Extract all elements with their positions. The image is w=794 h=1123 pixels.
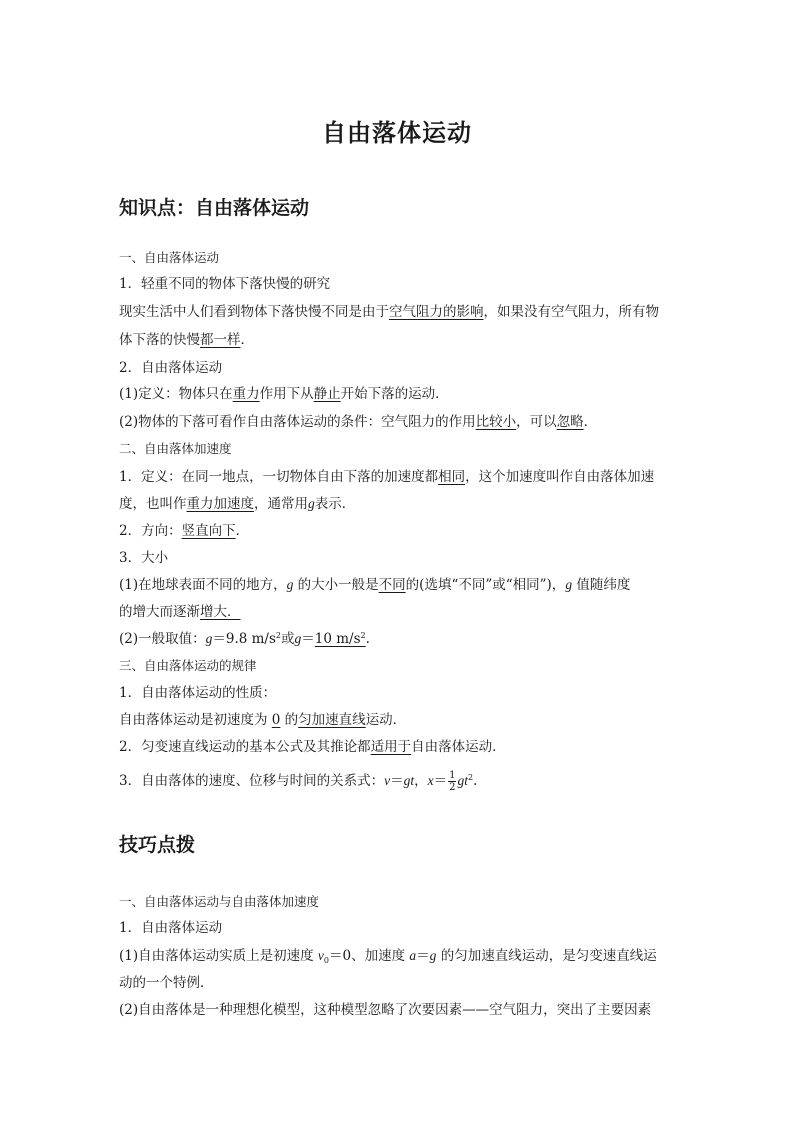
paragraph-line: (2)物体的下落可看作自由落体运动的条件：空气阻力的作用比较小，可以忽略． xyxy=(119,414,598,430)
answer-blank: 重力 xyxy=(232,386,260,402)
paragraph-line: (1)在地球表面不同的地方，g 的大小一般是不同的(选填“不同”或“相同”)，g 值随纬度 xyxy=(119,577,631,593)
subsection-title: 三、自由落体运动的规律 xyxy=(119,658,257,673)
answer-blank: 空气阻力的影响 xyxy=(389,304,484,320)
paragraph-title: 1．轻重不同的物体下落快慢的研究 xyxy=(119,276,331,292)
answer-blank: 比较小 xyxy=(475,414,517,430)
paragraph-line: 2．匀变速直线运动的基本公式及其推论都适用于自由落体运动． xyxy=(119,739,506,755)
paragraph-line: 现实生活中人们看到物体下落快慢不同是由于空气阻力的影响，如果没有空气阻力，所有物 xyxy=(119,304,659,320)
paragraph-title: 3．大小 xyxy=(119,550,169,566)
answer-blank: 竖直向下 xyxy=(181,523,236,539)
paragraph-line: (1)自由落体运动实质上是初速度 $v_0=0$、加速度 a＝g 的匀加速直线运动，是匀变速直线运 xyxy=(119,948,657,965)
paragraph-line: 2．方向：竖直向下． xyxy=(119,523,250,539)
paragraph-title: 2．自由落体运动 xyxy=(119,360,223,376)
paragraph-title: 1．自由落体运动的性质： xyxy=(119,685,277,701)
section-heading-knowledge: 知识点：自由落体运动 xyxy=(119,197,310,219)
answer-blank: 10 $m/s^2$ xyxy=(314,631,366,647)
section-heading-tips: 技巧点拨 xyxy=(119,834,196,856)
paragraph-line: (1)定义：物体只在重力作用下从静止开始下落的运动． xyxy=(119,386,449,402)
paragraph-line: (2)自由落体是一种理想化模型，这种模型忽略了次要因素——空气阻力，突出了主要因素 xyxy=(119,1002,652,1018)
answer-blank: 重力加速度 xyxy=(186,496,254,512)
answer-blank: 忽略 xyxy=(556,414,584,430)
answer-blank: 静止 xyxy=(313,386,341,402)
paragraph-line: 体下落的快慢都一样． xyxy=(119,332,254,348)
answer-blank: 不同 xyxy=(378,577,406,593)
subsection-title: 一、自由落体运动 xyxy=(119,250,220,265)
paragraph-line: 动的一个特例． xyxy=(119,975,214,991)
paragraph-line: 自由落体运动是初速度为 0 的匀加速直线运动． xyxy=(119,712,407,728)
paragraph-line: 1．定义：在同一地点，一切物体自由下落的加速度都相同，这个加速度叫作自由落体加速 xyxy=(119,469,655,485)
answer-blank: 0 xyxy=(271,712,281,728)
fraction: $\frac{1}{2}$ xyxy=(449,770,456,793)
answer-blank: 匀加速直线 xyxy=(298,712,366,728)
answer-blank: 适用于 xyxy=(370,739,412,755)
answer-blank: 相同 xyxy=(438,469,466,485)
subsection-title: 二、自由落体加速度 xyxy=(119,441,232,456)
answer-blank: 增大． xyxy=(200,604,241,620)
page-title: 自由落体运动 xyxy=(322,119,472,147)
paragraph-line: 的增大而逐渐增大． xyxy=(119,604,241,620)
formula-line: 3．自由落体的速度、位移与时间的关系式：v＝gt，x＝ $\frac{1}{2}$ $gt^2$. xyxy=(119,770,478,793)
paragraph-title: 1．自由落体运动 xyxy=(119,920,223,936)
paragraph-line: (2)一般取值：g＝9.8 $m/s^2$或g＝10 $m/s^2$. xyxy=(119,631,370,647)
subsection-title: 一、自由落体运动与自由落体加速度 xyxy=(119,894,320,909)
answer-blank: 都一样 xyxy=(200,332,241,348)
paragraph-line: 度，也叫作重力加速度，通常用g表示． xyxy=(119,496,356,512)
